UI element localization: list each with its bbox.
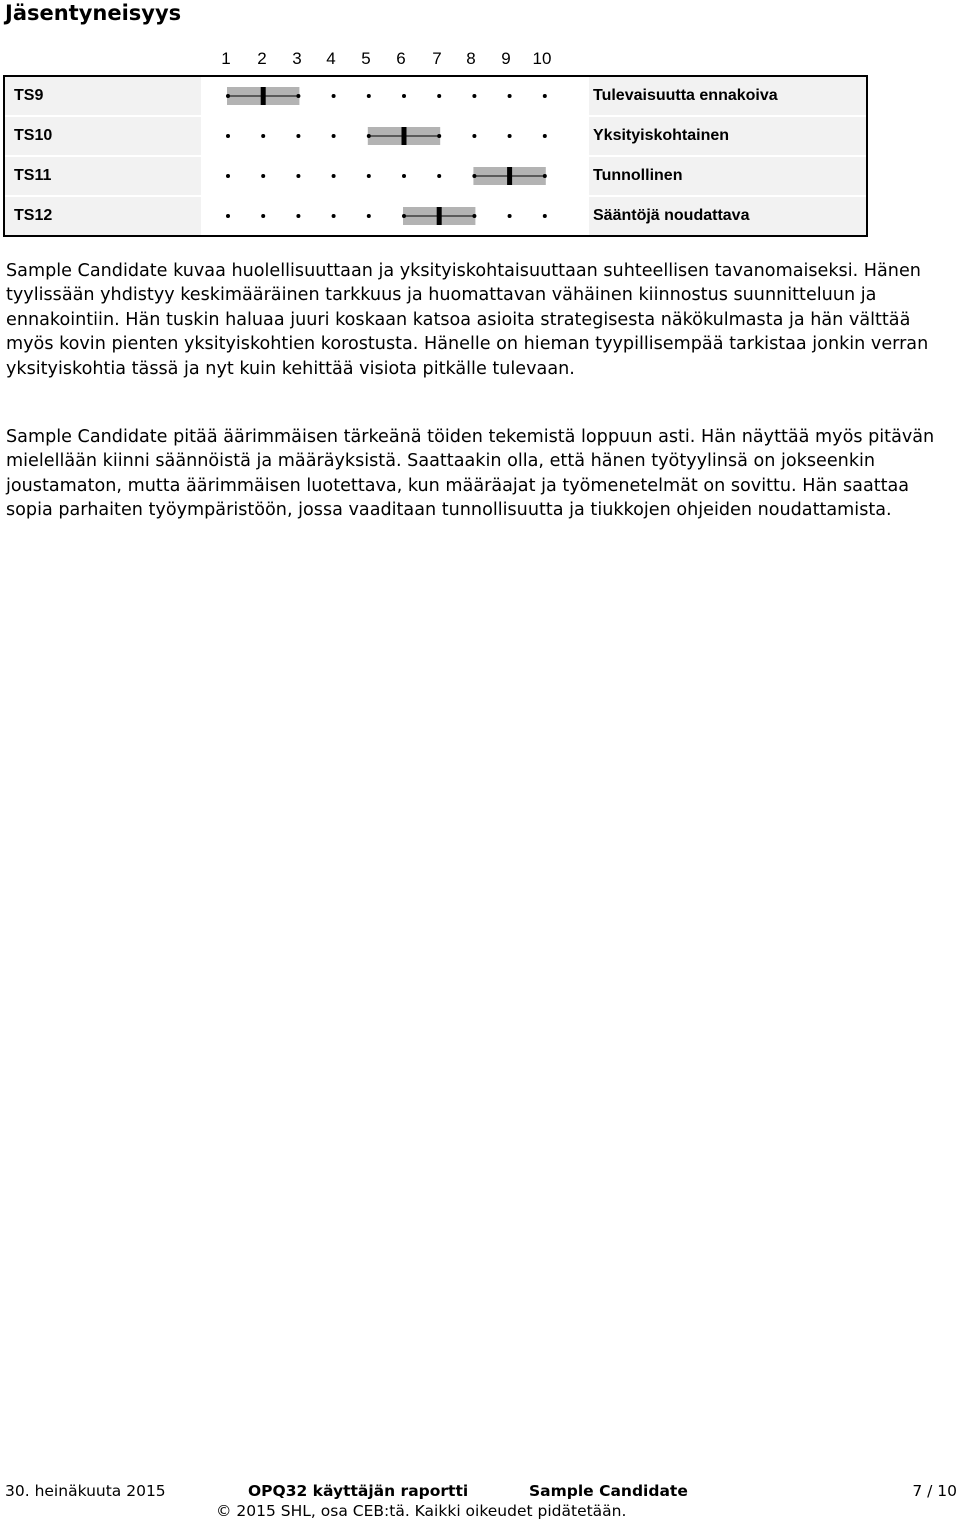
scale-label: 6 (396, 49, 406, 68)
scale-dot (508, 134, 512, 138)
sten-track (5, 117, 589, 155)
scale-dot (543, 134, 547, 138)
scale-label: 5 (361, 49, 371, 68)
scale-label-text: Tulevaisuutta ennakoiva (589, 77, 866, 115)
scale-label-text: Tunnollinen (589, 157, 866, 195)
scale-dot (543, 214, 547, 218)
scale-dot (367, 94, 371, 98)
scale-dot (543, 174, 547, 178)
scale-label-text: Sääntöjä noudattava (589, 197, 866, 235)
scale-dot (261, 174, 265, 178)
scale-dot (296, 174, 300, 178)
scale-dot (296, 134, 300, 138)
footer-report-name: OPQ32 käyttäjän raportti (248, 1482, 469, 1500)
sten-marker (437, 207, 442, 225)
scale-label: 10 (532, 49, 552, 68)
scale-dot (296, 94, 300, 98)
scale-dot (296, 214, 300, 218)
sten-track (5, 77, 589, 115)
scale-label: 1 (221, 49, 231, 68)
description-paragraph-1: Sample Candidate kuvaa huolellisuuttaan ja yksityiskohtaisuuttaan suhteellisen tavanomaiseksi. Hänen tyylissään yhdistyy keskimääräinen tarkkuus ja huomattavan vähäinen kiinnostus suunnitteluun ja ennakointiin. Hän tuskin haluaa juuri koskaan katsoa asioita strategisesta näkökulmasta ja hän välttää myös kovin pienten yksityiskohtien korostusta. Hänelle on hieman tyypillisempää tarkistaa jonkin verran yksityiskohtia tässä ja nyt kuin kehittää visiota pitkälle tulevaan. (6, 261, 929, 379)
scale-dot (437, 94, 441, 98)
profile-row-ts12 (5, 197, 866, 235)
scale-dot (402, 174, 406, 178)
scale-dot (437, 174, 441, 178)
footer-copyright: © 2015 SHL, osa CEB:tä. Kaikki oikeudet pidätetään. (216, 1502, 627, 1520)
scale-dot (226, 174, 230, 178)
scale-dot (472, 134, 476, 138)
description-paragraph-2: Sample Candidate pitää äärimmäisen tärkeänä töiden tekemistä loppuun asti. Hän näyttää myös pitävän mielellään kiinni säännöistä ja määräyksistä. Saattaakin olla, että hänen työtyylinsä on jokseenkin joustamaton, mutta äärimmäisen luotettava, kun määräajat ja työmenetelmät on sovittu. Hän saattaa sopia parhaiten työympäristöön, jossa vaaditaan tunnollisuutta ja tiukkojen ohjeiden noudattamista. (6, 427, 935, 521)
scale-dot (332, 214, 336, 218)
scale-dot (332, 134, 336, 138)
scale-code: TS11 (5, 157, 201, 195)
profile-chart (3, 75, 868, 237)
scale-dot (367, 174, 371, 178)
scale-header (0, 49, 600, 71)
scale-dot (332, 94, 336, 98)
scale-dot (508, 94, 512, 98)
profile-row-ts9 (5, 77, 866, 115)
scale-dot (226, 214, 230, 218)
scale-dot (402, 94, 406, 98)
sten-marker (507, 167, 512, 185)
scale-code: TS9 (5, 77, 201, 115)
footer-date: 30. heinäkuuta 2015 (5, 1482, 166, 1500)
scale-dot (332, 174, 336, 178)
scale-dot (472, 214, 476, 218)
sten-track (5, 197, 589, 235)
scale-label-text: Yksityiskohtainen (589, 117, 866, 155)
scale-dot (437, 134, 441, 138)
scale-label: 8 (466, 49, 476, 68)
sten-marker (261, 87, 266, 105)
profile-row-ts10 (5, 117, 866, 155)
page-title: Jäsentyneisyys (5, 1, 182, 25)
scale-dot (367, 134, 371, 138)
scale-dot (543, 94, 547, 98)
scale-dot (472, 174, 476, 178)
scale-dot (508, 214, 512, 218)
profile-row-ts11 (5, 157, 866, 195)
scale-dot (402, 214, 406, 218)
scale-label: 7 (432, 49, 442, 68)
scale-label: 2 (257, 49, 267, 68)
footer-candidate: Sample Candidate (529, 1482, 688, 1500)
scale-code: TS12 (5, 197, 201, 235)
scale-dot (472, 94, 476, 98)
scale-dot (367, 214, 371, 218)
sten-marker (402, 127, 407, 145)
scale-dot (261, 214, 265, 218)
scale-label: 4 (326, 49, 336, 68)
scale-dot (226, 94, 230, 98)
scale-dot (226, 134, 230, 138)
scale-dot (261, 134, 265, 138)
scale-label: 9 (501, 49, 511, 68)
sten-track (5, 157, 589, 195)
scale-label: 3 (292, 49, 302, 68)
footer-page-number: 7 / 10 (912, 1482, 957, 1500)
scale-code: TS10 (5, 117, 201, 155)
